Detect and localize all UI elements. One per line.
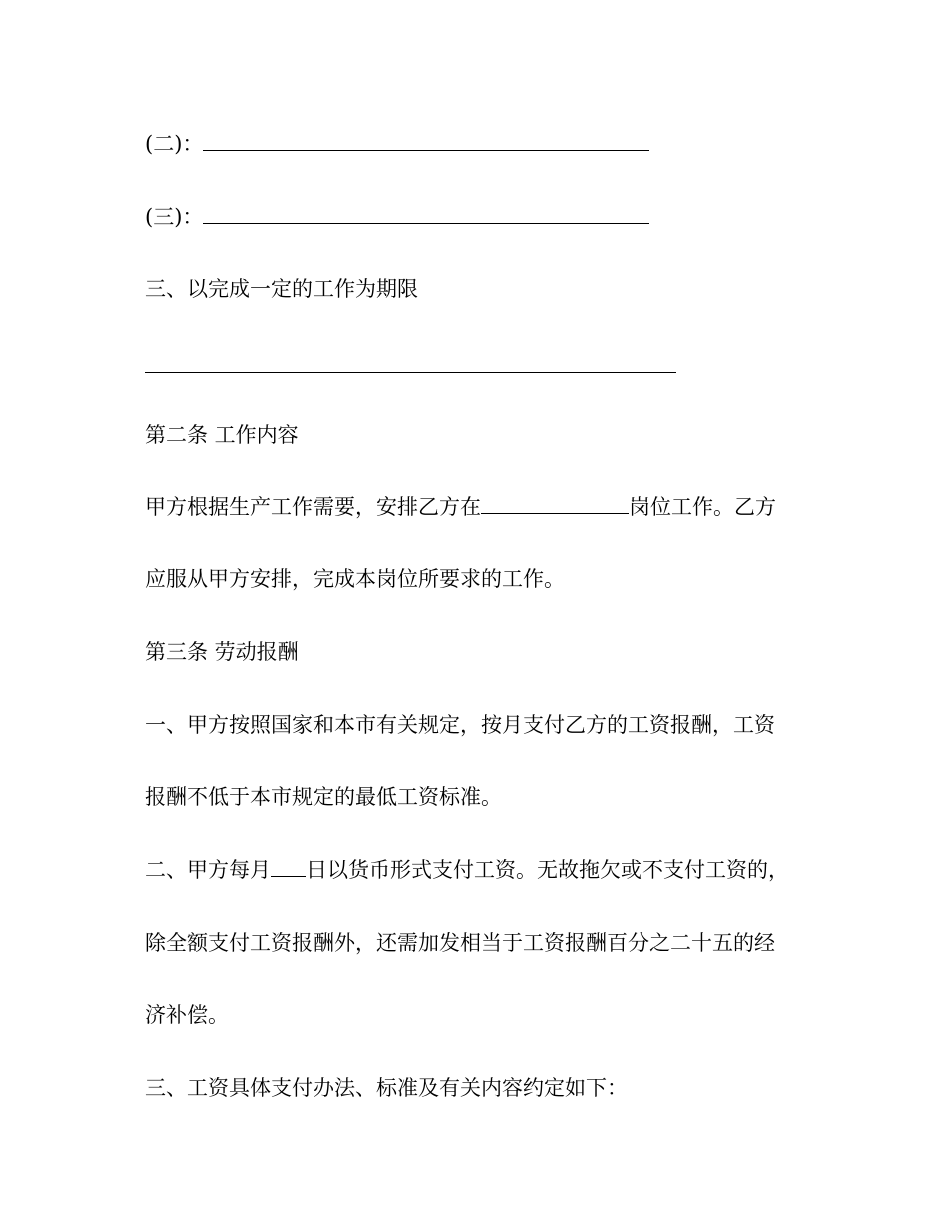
remuneration-clause-2-line-2: 除全额支付工资报酬外，还需加发相当于工资报酬百分之二十五的经 bbox=[145, 931, 775, 955]
remuneration-clause-2-line-1 bbox=[145, 856, 789, 884]
article-two-heading: 第二条 工作内容 bbox=[145, 423, 299, 447]
item-two-line bbox=[145, 130, 649, 158]
pay-day-blank bbox=[271, 858, 306, 877]
fill-in-rule bbox=[145, 372, 676, 373]
item-three-line bbox=[145, 203, 649, 231]
remuneration-clause-3-line-1: 三、工资具体支付办法、标准及有关内容约定如下： bbox=[145, 1076, 628, 1100]
pay-day-text-before: 二、甲方每月 bbox=[145, 858, 271, 882]
remuneration-clause-1-line-1: 一、甲方按照国家和本市有关规定，按月支付乙方的工资报酬，工资 bbox=[145, 713, 775, 737]
item-three-label: (三)： bbox=[145, 205, 204, 229]
article-three-heading: 第三条 劳动报酬 bbox=[145, 640, 299, 664]
pay-day-text-after: 日以货币形式支付工资。无故拖欠或不支付工资的， bbox=[306, 858, 789, 882]
remuneration-clause-1-line-2: 报酬不低于本市规定的最低工资标准。 bbox=[145, 785, 502, 809]
item-two-blank bbox=[203, 132, 649, 151]
remuneration-clause-2-line-3: 济补偿。 bbox=[145, 1003, 229, 1027]
work-content-paragraph-line-1 bbox=[145, 493, 776, 521]
item-three-blank bbox=[203, 205, 649, 224]
work-content-text-before: 甲方根据生产工作需要，安排乙方在 bbox=[145, 495, 481, 519]
work-content-paragraph-line-2: 应服从甲方安排，完成本岗位所要求的工作。 bbox=[145, 567, 565, 591]
work-content-text-after: 岗位工作。乙方 bbox=[629, 495, 776, 519]
position-blank bbox=[481, 495, 629, 514]
item-two-label: (二)： bbox=[145, 132, 204, 156]
section-three-heading: 三、以完成一定的工作为期限 bbox=[145, 277, 418, 301]
